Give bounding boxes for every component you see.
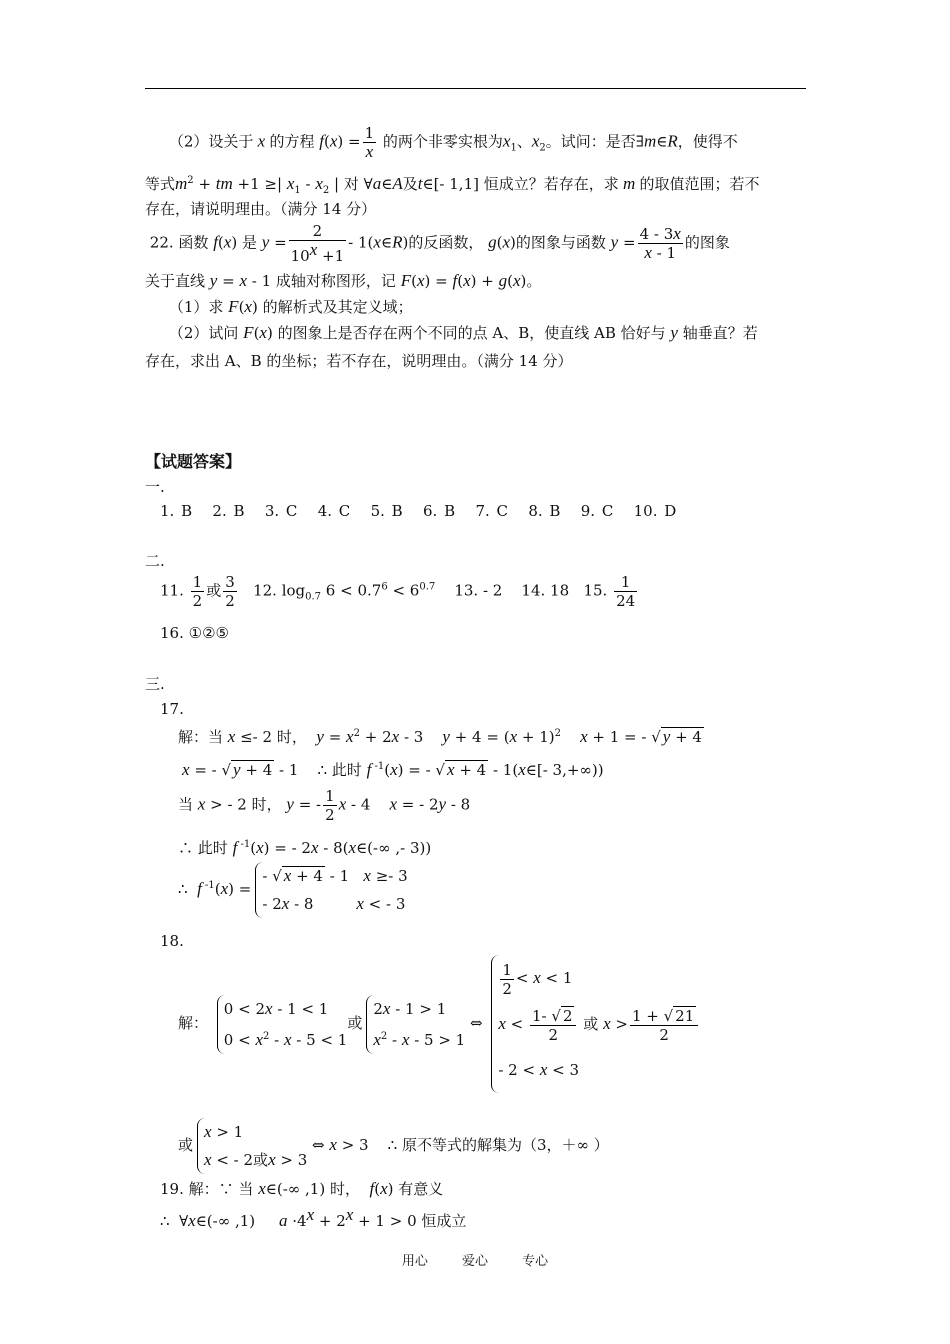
s17-line4: ∴ 此时 f $^{-1}$(x) = - 2x - 8(x∈(-∞ ,- 3)) [178,838,432,857]
section-1-answers: 1. B 2. B 3. C 4. C 5. B 6. B 7. C 8. B 9. C 10. D [160,502,677,520]
s18-line1: 解： 0 < 2x - 1 < 1 $0 < x^2 - x - 5 < 1$ 或 2x - 1 > 1 $x^2 - x - 5 > 1$ ⇔ $\frac{1}{2}$ < x < 1 x < $\frac{1- √ 2}{2}$ 或 x > $\frac{1 + √ 21}{2}$ - 2 < x < 3 [178,955,843,1093]
s17-line2: x = - √ y + 4 - 1 ∴ 此时 f $^{-1}$(x) = - √ x + 4 - 1(x∈[- 3,+∞)) [182,760,604,779]
q21-line1: （2）设关于 x 的方程 f(x) = $\frac{1}{x}$ 的两个非零实根为$x_1$、$x_2$。试问：是否∃m∈R，使得不 [168,124,738,161]
page-footer: 用心 爱心 专心 [401,1254,549,1269]
q22-part1: （1）求 F(x) 的解析式及其定义域； [168,297,413,316]
q22-line1: 22. 函数 f(x) 是 y = $\frac{2}{10^x +1}$ - 1(x∈R)的反函数， g(x)的图象与函数 y = $\frac{4 - 3x}{x - 1}$ 的图象 [149,222,730,265]
s17-line5: ∴ f $^{-1}$(x) = - √ x + 4 - 1 x ≥- 3 - 2x - 8 x < - 3 [178,862,843,918]
answer-18-label: 18. [160,932,184,950]
q21-line2: 等式$m^2$ + tm +1 ≥| $x_1 - x_2$ | 对 ∀a∈A及t∈[- 1,1] 恒成立？若存在，求 m 的取值范围；若不 [145,174,760,196]
q22-part2: （2）试问 F(x) 的图象上是否存在两个不同的点 A、B，使直线 AB 恰好与 y 轴垂直？若 [168,323,758,342]
q22-line2: 关于直线 y = x - 1 成轴对称图形，记 F(x) = f(x) + g(x)。 [145,271,542,290]
s19-line2: ∴ ∀x∈(-∞ ,1) $a \cdot 4^x + 2^x + 1 > 0$ 恒成立 [160,1205,467,1230]
section-1-label: 一. [145,478,165,496]
section-2-label: 二. [145,552,165,570]
q22-part2-cont: 存在，求出 A、B 的坐标；若不存在，说明理由。（满分 14 分） [145,352,573,370]
s18-line2: 或 x > 1 x < - 2或x > 3 ⇔ x > 3 ∴ 原不等式的解集为（3，＋∞ ） [178,1118,843,1174]
answers-heading: 【试题答案】 [145,452,242,471]
s17-line3: 当 x > - 2 时， y = - $\frac{1}{2}$ x - 4 x = - 2y - 8 [178,787,471,824]
section-3-label: 三. [145,675,165,693]
answer-17-label: 17. [160,700,184,718]
header-rule [145,88,806,89]
section-2-answers: 11. $\frac{1}{2}$ 或 $\frac{3}{2}$ 12. $\log_{0.7} 6 < 0.7^6 < 6^{0.7}$ 13. - 2 14. 18 15. $\frac{1}{24}$ [160,573,636,610]
q21-line3: 存在，请说明理由。（满分 14 分） [145,200,377,218]
s19-line1: 19. 解：∵ 当 x∈(-∞ ,1) 时， f(x) 有意义 [160,1179,444,1198]
s17-line1: 解：当 x ≤- 2 时， $y = x^2 + 2x - 3$ $y + 4 = (x + 1)^2$ x + 1 = - √ y + 4 [178,727,702,746]
answer-16: 16. ①②⑤ [160,624,229,642]
